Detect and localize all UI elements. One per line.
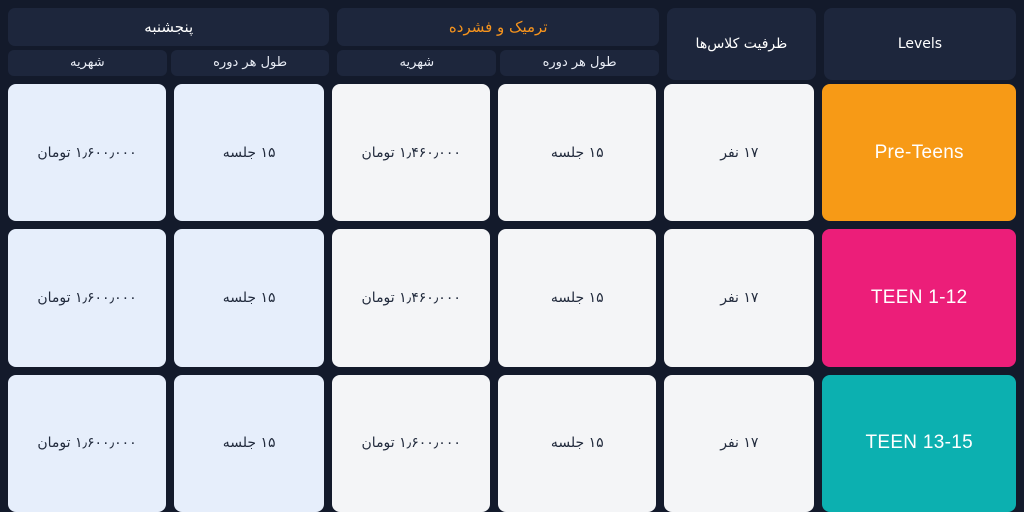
header-thursday-fee: شهریه [8, 50, 167, 76]
cell-thursday-fee: ۱٫۶۰۰٫۰۰۰ تومان [8, 229, 166, 366]
header-tarmik-duration: طول هر دوره [500, 50, 659, 76]
cell-capacity: ۱۷ نفر [664, 84, 814, 221]
header-group-thursday-title: پنجشنبه [8, 8, 329, 46]
cell-thursday-duration: ۱۵ جلسه [174, 375, 324, 512]
header-group-tarmik [337, 8, 658, 76]
cell-tarmik-duration: ۱۵ جلسه [498, 229, 656, 366]
cell-thursday-fee: ۱٫۶۰۰٫۰۰۰ تومان [8, 375, 166, 512]
cell-capacity: ۱۷ نفر [664, 229, 814, 366]
cell-thursday-duration: ۱۵ جلسه [174, 229, 324, 366]
cell-tarmik-fee: ۱٫۴۶۰٫۰۰۰ تومان [332, 229, 490, 366]
table-row [8, 375, 1016, 512]
header-group-tarmik-title: ترمیک و فشرده [337, 8, 658, 46]
table-row [8, 84, 1016, 221]
cell-tarmik-fee: ۱٫۶۰۰٫۰۰۰ تومان [332, 375, 490, 512]
level-badge: Pre-Teens [822, 84, 1016, 221]
level-badge: TEEN 13-15 [822, 375, 1016, 512]
cell-tarmik-duration: ۱۵ جلسه [498, 375, 656, 512]
cell-thursday-fee: ۱٫۶۰۰٫۰۰۰ تومان [8, 84, 166, 221]
table-header [8, 8, 1016, 76]
cell-thursday-duration: ۱۵ جلسه [174, 84, 324, 221]
header-thursday-duration: طول هر دوره [171, 50, 330, 76]
table-body [8, 84, 1016, 512]
cell-tarmik-duration: ۱۵ جلسه [498, 84, 656, 221]
header-levels: Levels [824, 8, 1016, 80]
header-group-thursday [8, 8, 329, 76]
header-capacity: ظرفیت کلاس‌ها [667, 8, 816, 80]
header-tarmik-fee: شهریه [337, 50, 496, 76]
cell-capacity: ۱۷ نفر [664, 375, 814, 512]
level-badge: TEEN 1-12 [822, 229, 1016, 366]
table-row [8, 229, 1016, 366]
cell-tarmik-fee: ۱٫۴۶۰٫۰۰۰ تومان [332, 84, 490, 221]
